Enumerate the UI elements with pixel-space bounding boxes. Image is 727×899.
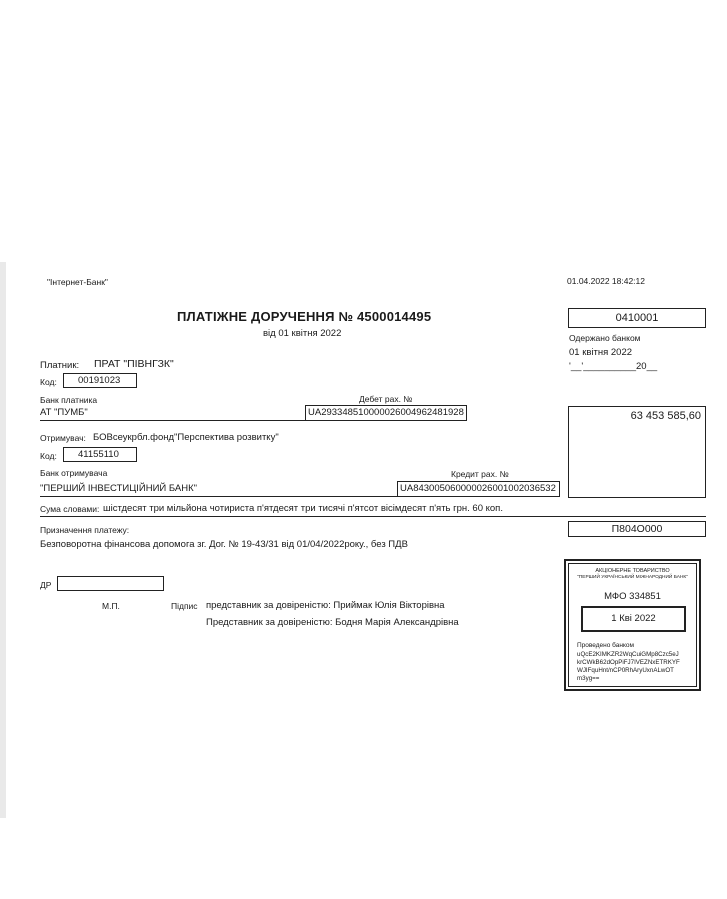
debit-account: UA293348510000026004962481928 <box>308 407 464 418</box>
recipient-label: Отримувач: <box>40 433 86 443</box>
payer-bank-label: Банк платника <box>40 395 98 405</box>
payer-bank-name: АТ "ПУМБ" <box>40 407 88 418</box>
page-edge <box>0 262 6 818</box>
words-text: шістдесят три мільйона чотириста п'ятдесят три тисячі п'ятсот вісімдесят п'ять грн. 60 коп. <box>103 503 503 514</box>
stamp-mfo: МФО 334851 <box>604 591 661 602</box>
bank-stamp <box>564 559 701 691</box>
stamp-hash-3: WJIFquHnt/nCP0RhAryUxnALwOT <box>577 667 674 674</box>
document-date: від 01 квітня 2022 <box>263 328 342 339</box>
stamp-processed-label: Проведено банком <box>577 642 634 649</box>
stamp-org-line1: АКЦІОНЕРНЕ ТОВАРИСТВО <box>595 568 670 574</box>
words-line <box>40 516 706 517</box>
form-code: 0410001 <box>615 312 659 324</box>
signer-2: Представник за довіреністю: Бодня Марія Александрівна <box>206 617 459 628</box>
received-date: 01 квітня 2022 <box>569 347 633 358</box>
document-title: ПЛАТІЖНЕ ДОРУЧЕННЯ № 4500014495 <box>177 309 432 324</box>
print-datetime: 01.04.2022 18:42:12 <box>567 276 645 286</box>
payer-code-box <box>63 373 137 388</box>
words-label: Сума словами: <box>40 504 100 514</box>
recipient-bank-line <box>40 496 397 497</box>
debit-account-box <box>305 405 467 421</box>
purpose-label: Призначення платежу: <box>40 525 130 535</box>
mp-label: М.П. <box>102 601 120 611</box>
stamp-hash-1: uQcE2KIMKZR2WqCuiGMp8Czc5eJ <box>577 651 679 658</box>
recipient-code: 41155110 <box>78 449 119 460</box>
dr-box <box>57 576 164 591</box>
purpose-code: П804О000 <box>611 523 663 535</box>
sign-label: Підпис <box>171 601 198 611</box>
payer-name: ПРАТ "ПІВНГЗК" <box>94 358 174 370</box>
payer-code: 00191023 <box>78 375 121 386</box>
payer-label: Платник: <box>40 360 80 371</box>
credit-account-box <box>397 481 560 497</box>
recipient-code-label: Код: <box>40 451 57 461</box>
bank-stamp-inner <box>568 563 697 687</box>
form-code-box <box>568 308 706 328</box>
stamp-org-line2: "ПЕРШИЙ УКРАЇНСЬКИЙ МІЖНАРОДНИЙ БАНК" <box>577 575 688 580</box>
debit-label: Дебет рах. № <box>359 394 413 404</box>
date-blank: '__'__________20__ <box>569 361 658 372</box>
recipient-bank-label: Банк отримувача <box>40 468 108 478</box>
purpose-code-box <box>568 521 706 537</box>
credit-label: Кредит рах. № <box>451 469 509 479</box>
credit-account: UA843005060000026001002036532 <box>400 483 556 494</box>
amount-box <box>568 406 706 498</box>
payer-code-label: Код: <box>40 377 57 387</box>
stamp-date-box <box>581 606 686 632</box>
signer-1: представник за довіреністю: Приймак Юлія Вікторівна <box>206 600 445 611</box>
system-name: "Інтернет-Банк" <box>47 277 108 287</box>
payer-bank-line <box>40 420 305 421</box>
stamp-hash-2: krCWkB62dOpPiFJ7IVEZNxETRKYF <box>577 659 680 666</box>
received-label: Одержано банком <box>569 333 641 343</box>
recipient-code-box <box>63 447 137 462</box>
recipient-name: БОВсеукрбл.фонд"Перспектива розвитку" <box>93 432 279 443</box>
recipient-bank-name: "ПЕРШИЙ ІНВЕСТИЦІЙНИЙ БАНК" <box>40 483 198 494</box>
amount-value: 63 453 585,60 <box>630 410 701 422</box>
purpose-text: Безповоротна фінансова допомога зг. Дог. № 19-43/31 від 01/04/2022року., без ПДВ <box>40 539 408 550</box>
dr-label: ДР <box>40 580 52 590</box>
stamp-date: 1 Кві 2022 <box>611 613 656 624</box>
stamp-hash-4: m3yg== <box>577 675 600 682</box>
